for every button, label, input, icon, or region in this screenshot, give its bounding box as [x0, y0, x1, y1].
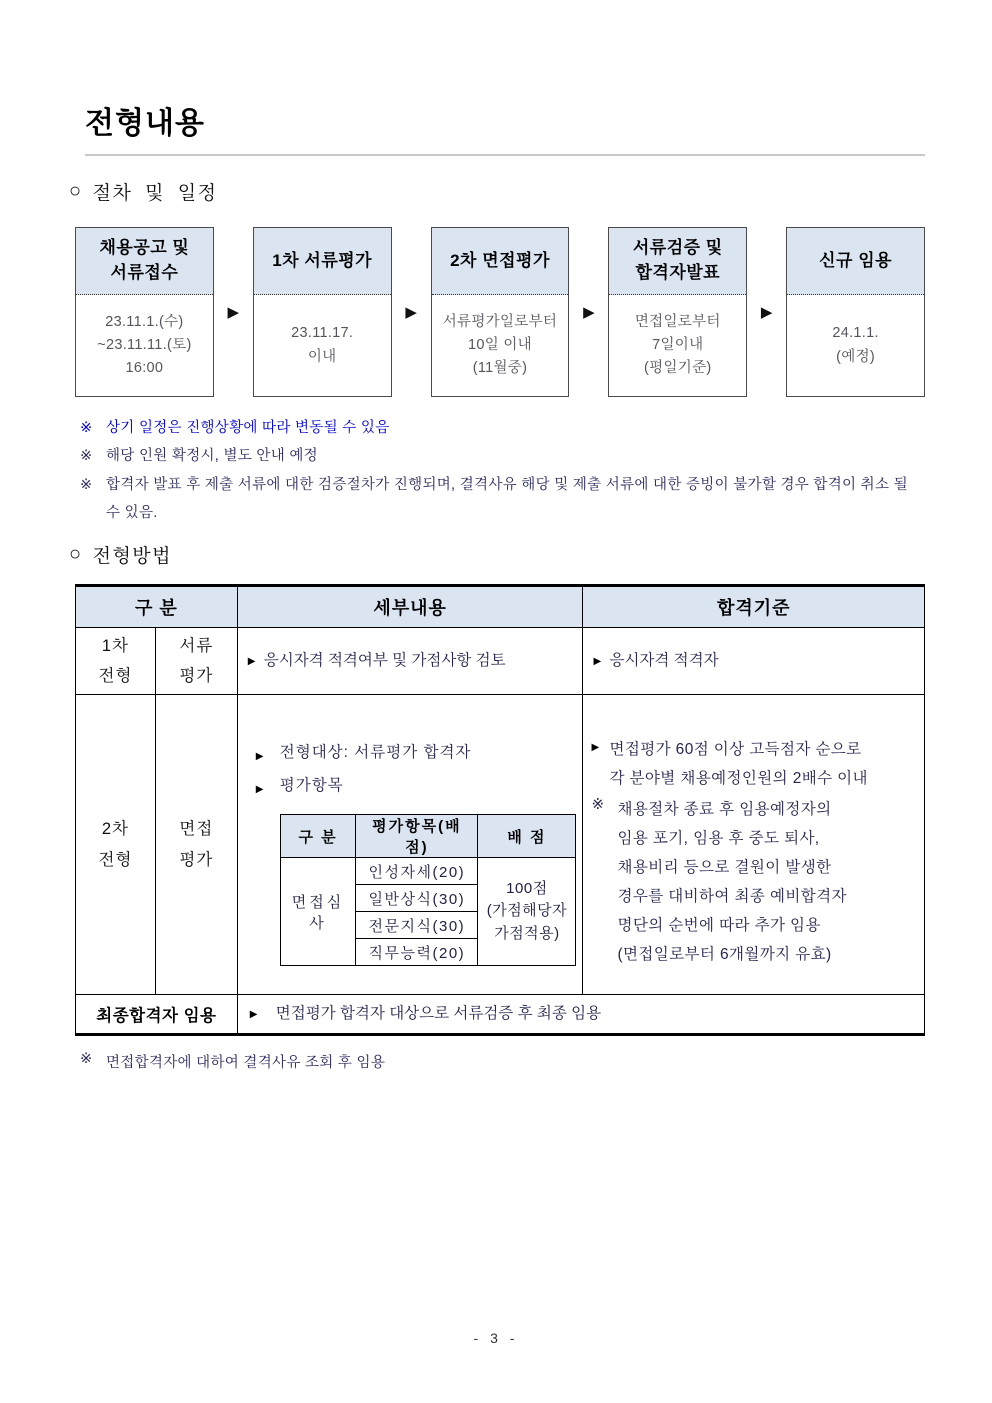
criteria-text: 응시자격 적격자: [609, 651, 719, 669]
flow-step-date-line: 24.1.1.: [832, 325, 879, 342]
circle-bullet-icon: ○: [69, 543, 83, 566]
detail-text: 응시자격 적격여부 및 가점사항 검토: [263, 651, 506, 669]
schedule-note: [80, 414, 925, 442]
stage-line: 평가: [179, 667, 214, 686]
stage-line: 전형: [98, 667, 133, 686]
flow-step-title: [787, 228, 924, 295]
schedule-note: [80, 471, 925, 528]
detail-text: 전형대상: 서류평가 합격자: [279, 744, 472, 762]
section-heading-schedule: [69, 178, 925, 205]
flow-step-title-line: 채용공고 및: [99, 238, 190, 258]
total-score: [478, 858, 576, 966]
flow-step-date-line: 7일이내: [652, 336, 704, 353]
triangle-bullet-icon: ▶: [591, 742, 600, 754]
section-heading-label: 절차 및 일정: [92, 183, 218, 204]
inner-column-header: 평가항목(배점): [356, 815, 478, 858]
stage-line: 2차: [101, 820, 129, 839]
method-table: [75, 584, 925, 1036]
stage2-criteria: [583, 695, 925, 995]
flow-step-verification: [608, 227, 747, 397]
schedule-note: [80, 442, 925, 470]
flow-step-date-line: 10일 이내: [468, 336, 532, 353]
footnote-text: 면접합격자에 대하여 결격사유 조회 후 임용: [106, 1055, 386, 1072]
title-divider: [85, 154, 925, 156]
note-text: 합격자 발표 후 제출 서류에 대한 검증절차가 진행되며, 결격사유 해당 및 제출 서류에 대한 증빙이 불가할 경우 합격이 취소 될 수 있음.: [106, 476, 908, 521]
interview-group-label: 면접심사: [280, 858, 356, 966]
table-row-stage1: [76, 628, 925, 695]
reference-mark-icon: ※: [80, 476, 93, 493]
flow-step-date-line: ~23.11.11.(토): [97, 336, 192, 353]
criteria-line: 명단의 순번에 따라 추가 임용: [617, 917, 821, 935]
table-row-final: [76, 995, 925, 1035]
reference-mark-icon: ※: [591, 796, 605, 814]
stage-line: 평가: [179, 850, 214, 869]
flow-step-date-line: 23.11.1.(수): [105, 313, 184, 330]
arrow-right-icon: ▶: [760, 304, 773, 321]
reference-mark-icon: ※: [80, 420, 93, 436]
stage2-label: [76, 695, 156, 995]
column-header-detail: 세부내용: [237, 586, 583, 628]
flow-step-date-line: (11월중): [472, 360, 528, 377]
flow-step-date-line: (평일기준): [644, 360, 712, 377]
triangle-bullet-icon: ▶: [249, 1008, 258, 1020]
flow-step-date-line: 서류평가일로부터: [442, 313, 558, 330]
inner-column-header: 구 분: [280, 815, 356, 858]
score-line: 100점: [506, 879, 548, 897]
flow-step-title-line: 2차 면접평가: [450, 250, 550, 270]
inner-table-header-row: [280, 815, 576, 858]
flow-step-interview: [431, 227, 570, 397]
flow-step-date-line: 면접일로부터: [634, 313, 721, 330]
reference-mark-icon: ※: [80, 448, 93, 465]
flow-step-dates: [787, 295, 924, 396]
flow-step-title-line: 합격자발표: [635, 263, 721, 282]
triangle-bullet-icon: ▶: [255, 751, 265, 763]
criteria-line: 면접평가 60점 이상 고득점자 순으로: [609, 741, 862, 759]
column-header-criteria: 합격기준: [583, 586, 925, 628]
note-text: 해당 인원 확정시, 별도 안내 예정: [106, 448, 318, 465]
column-header-group: 구 분: [76, 586, 238, 628]
arrow-right-icon: ▶: [405, 304, 417, 321]
flow-step-title-line: 1차 서류평가: [272, 250, 373, 270]
triangle-bullet-icon: ▶: [255, 783, 265, 795]
flow-step-date-line: 16:00: [125, 360, 164, 377]
flow-step-title: [76, 228, 213, 295]
page-title: 전형내용: [85, 107, 205, 140]
stage1-label: [76, 628, 156, 695]
flow-step-title: [432, 228, 569, 295]
evaluation-item: 인성자세(20): [356, 858, 478, 885]
stage1-criteria: [583, 628, 925, 695]
table-row-stage2: [76, 695, 925, 995]
criteria-line: 임용 포기, 임용 후 중도 퇴사,: [617, 830, 820, 848]
flow-step-dates: [609, 295, 746, 396]
note-text: 상기 일정은 진행상황에 따라 변동될 수 있음: [106, 420, 390, 436]
criteria-note-block: [617, 795, 846, 969]
arrow-right-icon: ▶: [583, 304, 595, 321]
stage-line: 면접: [179, 820, 214, 839]
stage2-detail: [237, 695, 583, 995]
flow-step-date-line: 이내: [307, 348, 337, 365]
flow-step-dates: [254, 295, 391, 396]
inner-column-header: 배 점: [478, 815, 576, 858]
evaluation-items-table: [280, 814, 577, 966]
section-heading-label: 전형방법: [92, 546, 173, 568]
flow-step-appointment: [786, 227, 925, 397]
evaluation-item: 전문지식(30): [356, 912, 478, 939]
stage-line: 서류: [179, 636, 214, 655]
flow-step-dates: [76, 295, 213, 396]
criteria-line: 경우를 대비하여 최종 예비합격자: [617, 888, 847, 906]
stage2-kind-label: [155, 695, 237, 995]
flow-step-title-line: 신규 임용: [819, 250, 893, 270]
arrow-right-icon: ▶: [227, 304, 240, 321]
criteria-line: (면접일로부터 6개월까지 유효): [617, 946, 832, 964]
circle-bullet-icon: ○: [69, 180, 83, 202]
reference-mark-icon: ※: [80, 1051, 93, 1068]
flow-step-doc-screening: [253, 227, 392, 397]
flow-step-date-line: 23.11.17.: [291, 325, 354, 342]
evaluation-item: 직무능력(20): [356, 939, 478, 966]
score-line: 가점적용): [494, 924, 560, 942]
section-heading-method: [69, 541, 925, 568]
criteria-line: 채용비리 등으로 결원이 발생한: [617, 859, 832, 877]
criteria-line: 각 분야별 채용예정인원의 2배수 이내: [609, 770, 868, 788]
flow-step-dates: [432, 295, 569, 396]
stage1-kind-label: [155, 628, 237, 695]
flow-step-title: [609, 228, 746, 295]
stage1-detail: [237, 628, 583, 695]
page-number: - 3 -: [473, 1330, 519, 1346]
detail-text: 면접평가 합격자 대상으로 서류검증 후 최종 임용: [275, 1004, 602, 1022]
stage-line: 전형: [98, 850, 133, 869]
schedule-notes: [80, 414, 925, 527]
schedule-flow: [75, 227, 925, 397]
flow-step-application: [75, 227, 214, 397]
detail-text: 평가항목: [279, 776, 344, 794]
criteria-text-block: [609, 735, 867, 793]
score-line: (가점해당자: [486, 902, 568, 920]
flow-step-title-line: 서류검증 및: [632, 238, 723, 258]
triangle-bullet-icon: ▶: [247, 655, 256, 667]
criteria-line: 채용절차 종료 후 임용예정자의: [617, 801, 832, 819]
triangle-bullet-icon: ▶: [593, 655, 602, 667]
method-footnote: [80, 1051, 925, 1072]
flow-step-title-line: 서류접수: [110, 263, 179, 282]
evaluation-item: 일반상식(30): [356, 885, 478, 912]
final-stage-label: 최종합격자 임용: [76, 995, 238, 1035]
final-stage-detail: [237, 995, 924, 1035]
flow-step-date-line: (예정): [836, 348, 876, 365]
stage-line: 1차: [101, 636, 129, 655]
flow-step-title: [254, 228, 391, 295]
table-header-row: [76, 586, 925, 628]
inner-table-row: [280, 858, 576, 885]
